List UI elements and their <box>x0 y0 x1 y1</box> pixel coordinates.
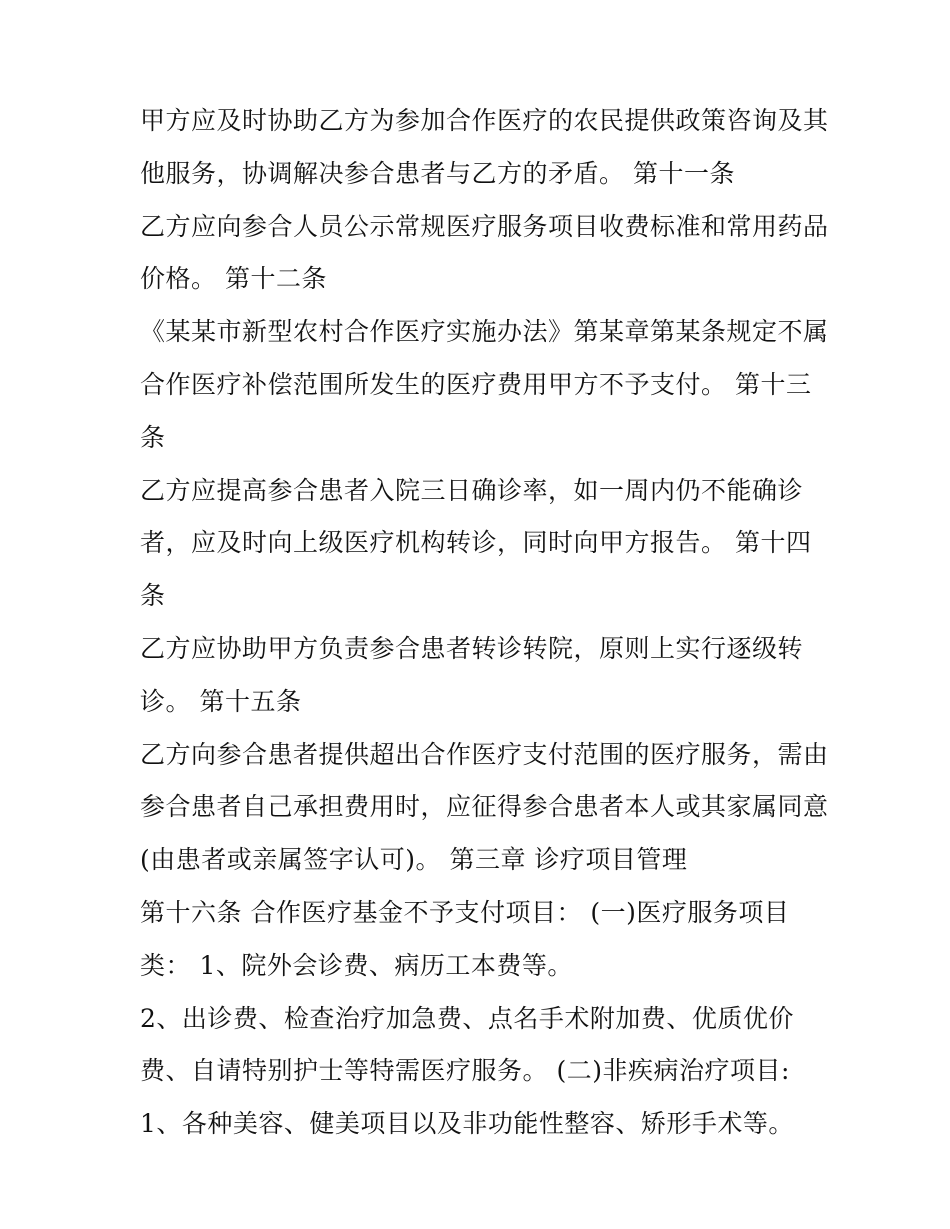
text-line: 《某某市新型农村合作医疗实施办法》第某章第某条规定不属 <box>140 317 829 347</box>
text-line: 合作医疗补偿范围所发生的医疗费用甲方不予支付。 第十三 <box>140 369 812 399</box>
text-line: 价格。 第十二条 <box>140 264 327 294</box>
text-line: 条 <box>140 581 166 611</box>
text-line: 费、自请特别护士等特需医疗服务。 (二)非疾病治疗项目: <box>140 1056 790 1086</box>
text-line: 第十六条 合作医疗基金不予支付项目： (一)医疗服务项目 <box>140 897 790 927</box>
text-line: 者，应及时向上级医疗机构转诊，同时向甲方报告。 第十四 <box>140 528 812 558</box>
text-line: 乙方应协助甲方负责参合患者转诊转院，原则上实行逐级转 <box>140 633 804 663</box>
text-line: 条 <box>140 422 166 452</box>
text-line: 1、各种美容、健美项目以及非功能性整容、矫形手术等。 <box>140 1109 794 1139</box>
text-line: (由患者或亲属签字认可)。 第三章 诊疗项目管理 <box>140 845 688 875</box>
text-line: 乙方向参合患者提供超出合作医疗支付范围的医疗服务，需由 <box>140 739 829 769</box>
text-line: 参合患者自己承担费用时，应征得参合患者本人或其家属同意 <box>140 792 829 822</box>
text-line: 他服务，协调解决参合患者与乙方的矛盾。 第十一条 <box>140 158 735 188</box>
text-line: 2、出诊费、检查治疗加急费、点名手术附加费、优质优价 <box>140 1003 794 1033</box>
text-line: 诊。 第十五条 <box>140 686 302 716</box>
text-line: 乙方应提高参合患者入院三日确诊率，如一周内仍不能确诊 <box>140 475 804 505</box>
text-line: 乙方应向参合人员公示常规医疗服务项目收费标准和常用药品 <box>140 211 829 241</box>
text-line: 类： 1、院外会诊费、病历工本费等。 <box>140 950 573 980</box>
text-line: 甲方应及时协助乙方为参加合作医疗的农民提供政策咨询及其 <box>140 106 829 135</box>
document-body <box>140 108 830 1164</box>
